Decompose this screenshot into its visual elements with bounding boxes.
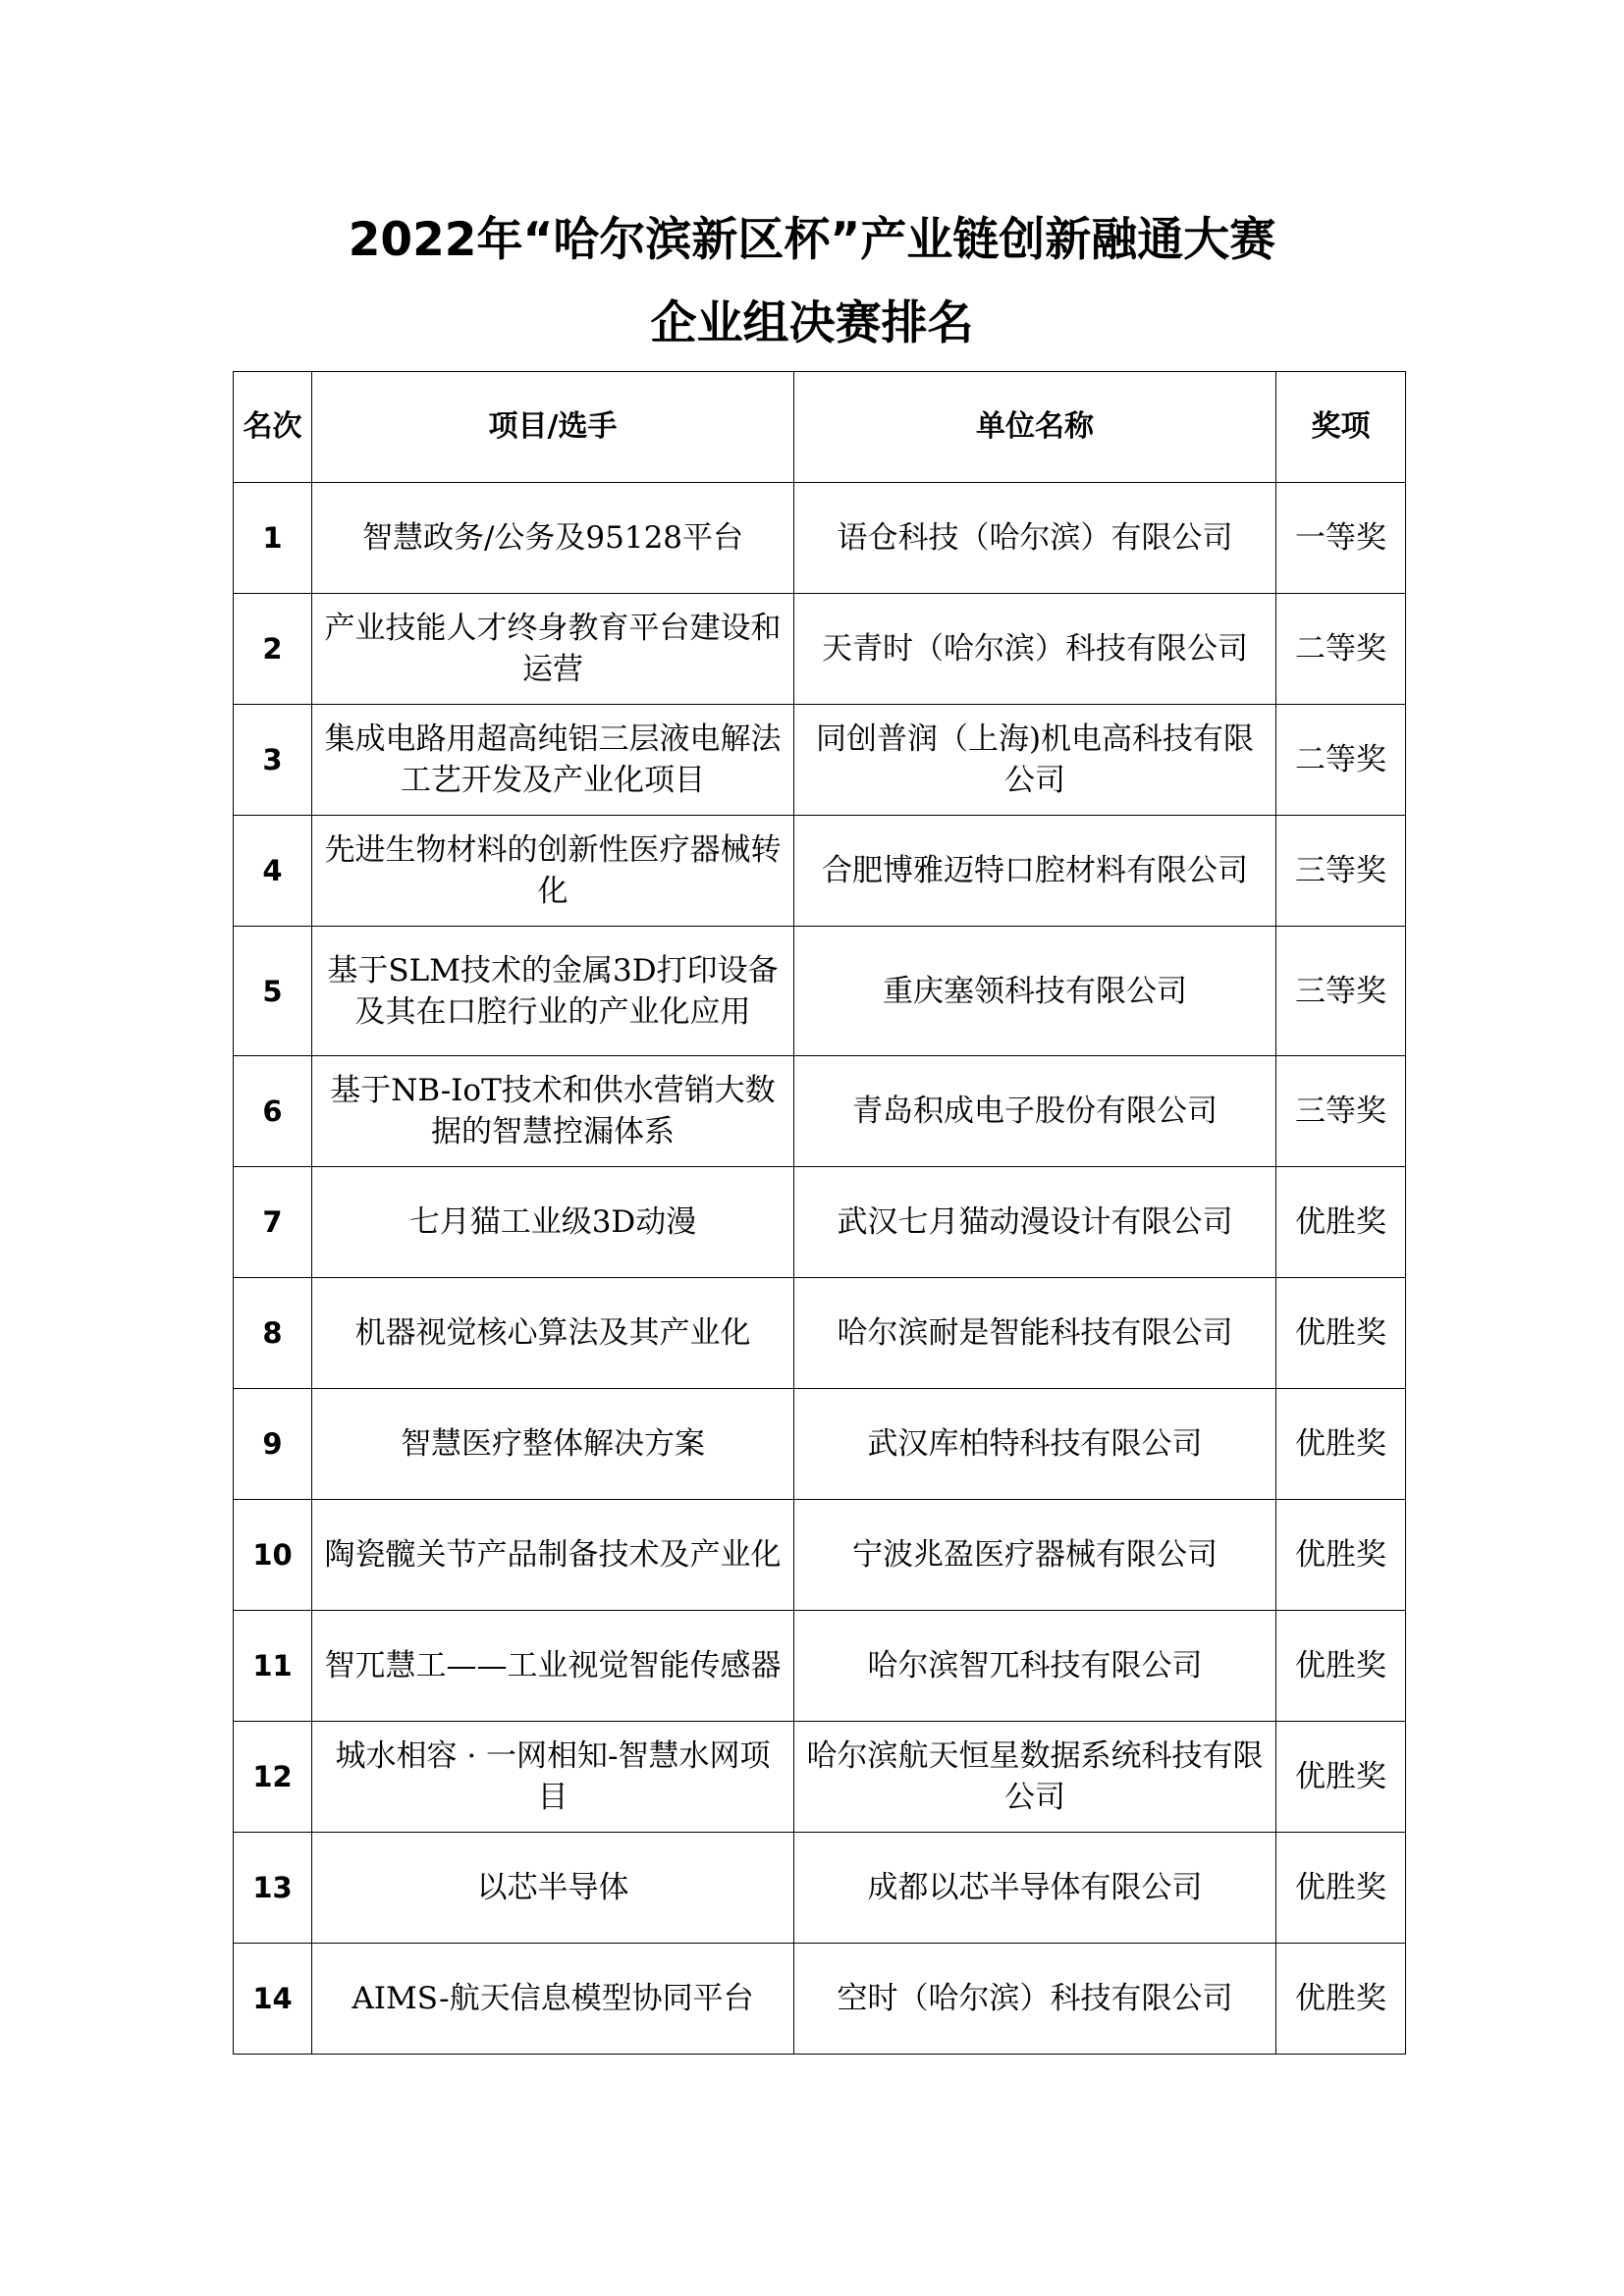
table-row [234, 1611, 1406, 1722]
award-cell: 优胜奖 [1276, 1500, 1406, 1611]
company-cell: 哈尔滨智兀科技有限公司 [794, 1611, 1276, 1722]
company-cell: 语仓科技（哈尔滨）有限公司 [794, 483, 1276, 594]
award-cell: 优胜奖 [1276, 1611, 1406, 1722]
rank-cell: 11 [234, 1611, 312, 1722]
table-row [234, 1389, 1406, 1500]
document-title: 2022年“哈尔滨新区杯”产业链创新融通大赛 [348, 213, 1276, 267]
company-cell: 空时（哈尔滨）科技有限公司 [794, 1944, 1276, 2055]
rank-cell: 2 [234, 594, 312, 705]
ranking-table [233, 371, 1406, 2055]
award-cell: 优胜奖 [1276, 1389, 1406, 1500]
project-cell: 集成电路用超高纯铝三层液电解法工艺开发及产业化项目 [312, 705, 794, 816]
project-cell: 智慧医疗整体解决方案 [312, 1389, 794, 1500]
company-cell: 武汉库柏特科技有限公司 [794, 1389, 1276, 1500]
rank-cell: 10 [234, 1500, 312, 1611]
header-rank: 名次 [234, 372, 312, 483]
header-award: 奖项 [1276, 372, 1406, 483]
rank-cell: 1 [234, 483, 312, 594]
rank-cell: 5 [234, 927, 312, 1056]
project-cell: 七月猫工业级3D动漫 [312, 1167, 794, 1278]
rank-cell: 3 [234, 705, 312, 816]
award-cell: 二等奖 [1276, 594, 1406, 705]
rank-cell: 13 [234, 1833, 312, 1944]
rank-cell: 14 [234, 1944, 312, 2055]
company-cell: 天青时（哈尔滨）科技有限公司 [794, 594, 1276, 705]
project-cell: 智慧政务/公务及95128平台 [312, 483, 794, 594]
project-cell: 产业技能人才终身教育平台建设和运营 [312, 594, 794, 705]
rank-cell: 7 [234, 1167, 312, 1278]
company-cell: 合肥博雅迈特口腔材料有限公司 [794, 816, 1276, 927]
company-cell: 宁波兆盈医疗器械有限公司 [794, 1500, 1276, 1611]
award-cell: 优胜奖 [1276, 1944, 1406, 2055]
table-row [234, 1722, 1406, 1833]
award-cell: 优胜奖 [1276, 1278, 1406, 1389]
company-cell: 哈尔滨航天恒星数据系统科技有限公司 [794, 1722, 1276, 1833]
project-cell: 以芯半导体 [312, 1833, 794, 1944]
project-cell: 基于SLM技术的金属3D打印设备及其在口腔行业的产业化应用 [312, 927, 794, 1056]
award-cell: 二等奖 [1276, 705, 1406, 816]
rank-cell: 4 [234, 816, 312, 927]
rank-cell: 6 [234, 1056, 312, 1167]
table-row [234, 1278, 1406, 1389]
document-subtitle: 企业组决赛排名 [650, 296, 974, 350]
project-cell: 基于NB-IoT技术和供水营销大数据的智慧控漏体系 [312, 1056, 794, 1167]
award-cell: 三等奖 [1276, 1056, 1406, 1167]
table-row [234, 1944, 1406, 2055]
award-cell: 三等奖 [1276, 816, 1406, 927]
table-row [234, 1500, 1406, 1611]
rank-cell: 12 [234, 1722, 312, 1833]
project-cell: 先进生物材料的创新性医疗器械转化 [312, 816, 794, 927]
award-cell: 三等奖 [1276, 927, 1406, 1056]
header-company: 单位名称 [794, 372, 1276, 483]
company-cell: 同创普润（上海)机电高科技有限公司 [794, 705, 1276, 816]
table-row [234, 1056, 1406, 1167]
project-cell: 陶瓷髋关节产品制备技术及产业化 [312, 1500, 794, 1611]
award-cell: 优胜奖 [1276, 1722, 1406, 1833]
table-row [234, 705, 1406, 816]
rank-cell: 9 [234, 1389, 312, 1500]
award-cell: 优胜奖 [1276, 1833, 1406, 1944]
project-cell: 城水相容 · 一网相知-智慧水网项目 [312, 1722, 794, 1833]
table-header-row [234, 372, 1406, 483]
project-cell: 机器视觉核心算法及其产业化 [312, 1278, 794, 1389]
award-cell: 优胜奖 [1276, 1167, 1406, 1278]
table-row [234, 927, 1406, 1056]
project-cell: 智兀慧工——工业视觉智能传感器 [312, 1611, 794, 1722]
table-row [234, 594, 1406, 705]
table-row [234, 1167, 1406, 1278]
company-cell: 成都以芯半导体有限公司 [794, 1833, 1276, 1944]
table-row [234, 816, 1406, 927]
table-row [234, 1833, 1406, 1944]
rank-cell: 8 [234, 1278, 312, 1389]
table-row [234, 483, 1406, 594]
header-project: 项目/选手 [312, 372, 794, 483]
company-cell: 哈尔滨耐是智能科技有限公司 [794, 1278, 1276, 1389]
company-cell: 武汉七月猫动漫设计有限公司 [794, 1167, 1276, 1278]
company-cell: 重庆塞领科技有限公司 [794, 927, 1276, 1056]
project-cell: AIMS-航天信息模型协同平台 [312, 1944, 794, 2055]
award-cell: 一等奖 [1276, 483, 1406, 594]
company-cell: 青岛积成电子股份有限公司 [794, 1056, 1276, 1167]
